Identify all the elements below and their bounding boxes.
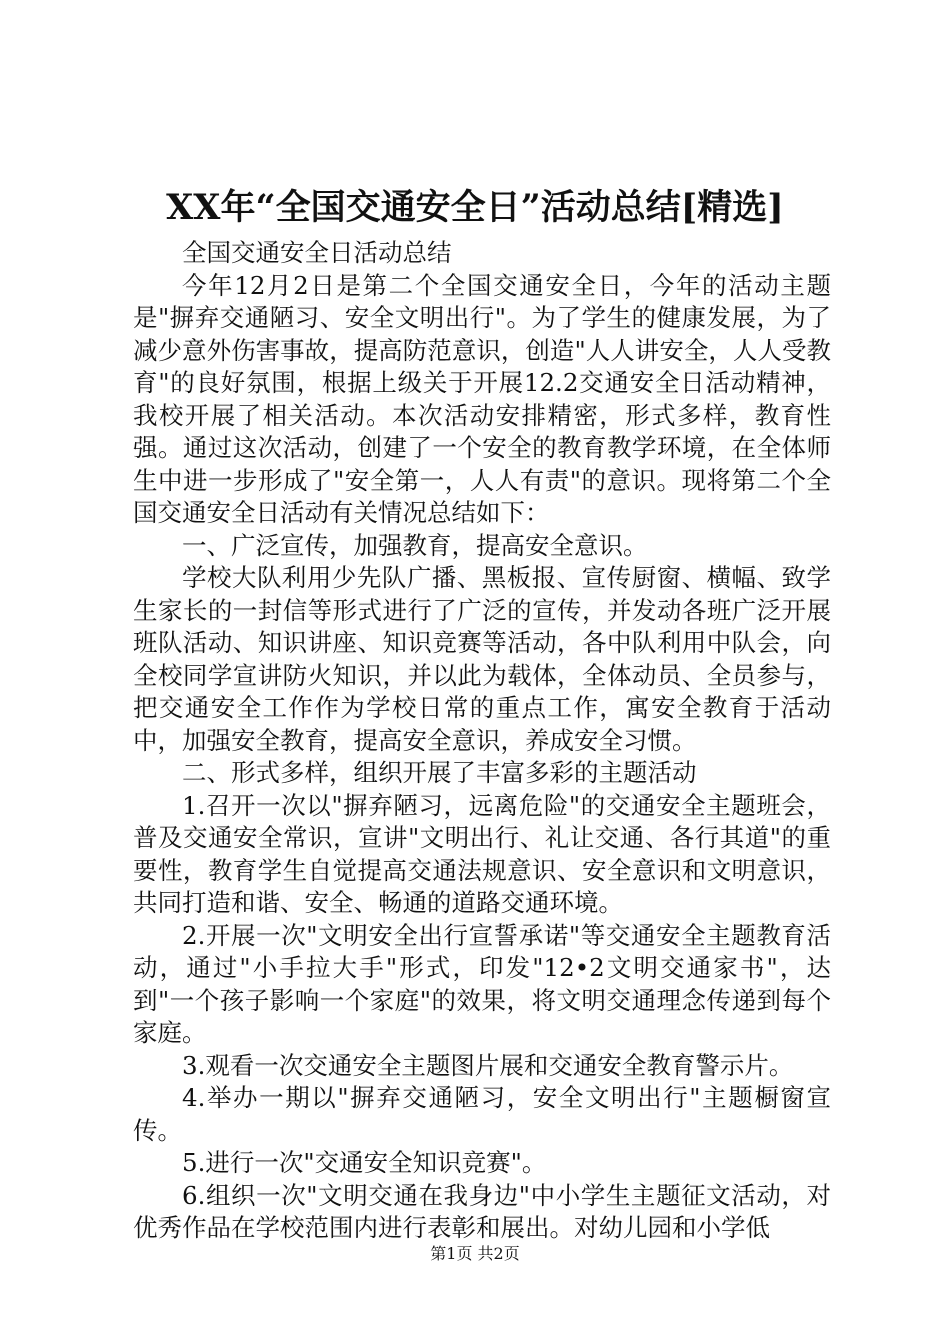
list-item-1: 1.召开一次以"摒弃陋习，远离危险"的交通安全主题班会，普及交通安全常识，宣讲"文明出行、礼让交通、各行其道"的重要性，教育学生自觉提高交通法规意识、安全意识和文明意识，共同打造和谐、安全、畅通的道路交通环境。 xyxy=(133,790,831,917)
list-item-2: 2.开展一次"文明安全出行宣誓承诺"等交通安全主题教育活动，通过"小手拉大手"形式，印发"12•2文明交通家书"，达到"一个孩子影响一个家庭"的效果，将文明交通理念传递到每个家庭。 xyxy=(133,920,831,1047)
document-title: XX年“全国交通安全日”活动总结[精选] xyxy=(166,187,784,228)
paragraph-subtitle: 全国交通安全日活动总结 xyxy=(182,238,452,267)
paragraph-publicity: 学校大队利用少先队广播、黑板报、宣传厨窗、横幅、致学生家长的一封信等形式进行了广泛的宣传，并发动各班广泛开展班队活动、知识讲座、知识竞赛等活动，各中队利用中队会，向全校同学宣讲防火知识，并以此为载体，全体动员、全员参与，把交通安全工作作为学校日常的重点工作，寓安全教育于活动中，加强安全教育，提高安全意识，养成安全习惯。 xyxy=(133,563,831,755)
document-body xyxy=(133,237,831,1245)
paragraph-intro: 今年12月2日是第二个全国交通安全日，今年的活动主题是"摒弃交通陋习、安全文明出行"。为了学生的健康发展，为了减少意外伤害事故，提高防范意识，创造"人人讲安全，人人受教育"的良好氛围，根据上级关于开展12.2交通安全日活动精神，我校开展了相关活动。本次活动安排精密，形式多样，教育性强。通过这次活动，创建了一个安全的教育教学环境，在全体师生中进一步形成了"安全第一，人人有责"的意识。现将第二个全国交通安全日活动有关情况总结如下： xyxy=(133,270,831,527)
list-item-6: 6.组织一次"文明交通在我身边"中小学生主题征文活动，对优秀作品在学校范围内进行表彰和展出。对幼儿园和小学低 xyxy=(133,1180,831,1242)
section-heading-1: 一、广泛宣传，加强教育，提高安全意识。 xyxy=(182,530,648,560)
list-item-5: 5.进行一次"交通安全知识竞赛"。 xyxy=(182,1148,547,1177)
section-heading-2: 二、形式多样，组织开展了丰富多彩的主题活动 xyxy=(182,758,697,787)
list-item-3: 3.观看一次交通安全主题图片展和交通安全教育警示片。 xyxy=(182,1050,794,1080)
list-item-4: 4.举办一期以"摒弃交通陋习，安全文明出行"主题橱窗宣传。 xyxy=(133,1083,831,1145)
page-number-footer: 第1页 共2页 xyxy=(430,1244,520,1263)
